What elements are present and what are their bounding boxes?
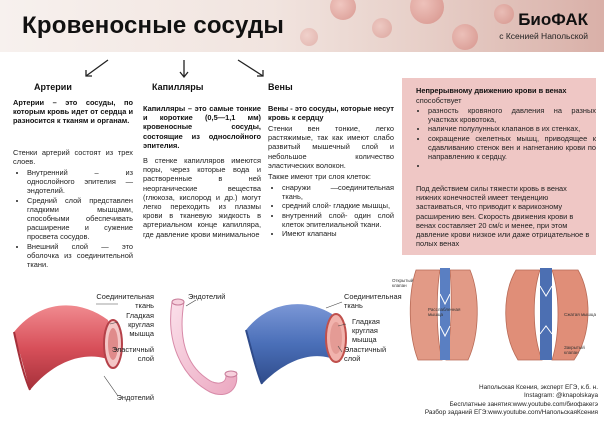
veins-layers-intro: Также имеют три слоя клеток: [268, 172, 371, 181]
credit-line: Разбор заданий ЕГЭ:www.youtube.com/НапольскаяКсения [424, 408, 598, 416]
label-elastic-layer: Эластичный слой [111, 345, 154, 363]
list-item: • Внешний слой — это оболочка из соединительной ткани. [27, 242, 133, 270]
list-item: • снаружи —соединительная ткань, [282, 183, 394, 201]
list-item: • разность кровяного давления на разных участках кровотока, [428, 106, 596, 124]
list-item: • внутренний слой- один слой клеток эпителиальной ткани. [282, 211, 394, 229]
page-title: Кровеносные сосуды [22, 12, 285, 39]
author-credits [408, 384, 598, 417]
credit-line: Бесплатные занятия:www.youtube.com/биофакегэ [449, 400, 598, 408]
label-connective-tissue-vein: Соединительная ткань [344, 292, 402, 310]
label-smooth-muscle-vein: Гладкая круглая мышца [352, 317, 380, 344]
pink-box-body: Под действием силы тяжести кровь в венах нижних конечностей имеет тенденцию застаиваться, что приводит к варикозному расширению вен. Скорость движения крови в венах составляет 20 см/с и менее, при этом давление крови низкое или даже отрицательное в полых венах [416, 184, 590, 249]
blood-cell-decoration [494, 4, 514, 24]
list-item: • сокращение скелетных мышц, приводящее к сдавливанию стенок вен и нагнетанию крови по направлению к сердцу. [428, 134, 596, 162]
list-item: • средний слой- гладкие мышцы, [282, 201, 394, 210]
list-item: • Имеют клапаны [282, 229, 394, 238]
label-endothelium-artery: Эндотелий [116, 393, 154, 402]
list-item: • Средний слой представлен гладкими мышцами, способными обеспечивать расширение и сужение просвета сосудов. [27, 196, 133, 242]
capillaries-body: В стенке капилляров имеются поры, через которые вода и растворенные в ней неорганические вещества (глюкоза, кислород и др.) могут легко переходить из плазмы крови в тканевую жидкость в артериальном конце капилляра, где давление крови минимальное [143, 156, 261, 239]
arteries-walls-intro: Стенки артерий состоят из трех слоев. [13, 148, 133, 167]
list-item [428, 161, 596, 170]
branch-arrows [78, 58, 282, 82]
vein-drawing [246, 302, 346, 384]
label-smooth-muscle: Гладкая круглая мышца [126, 311, 154, 338]
capillary-drawing [171, 299, 237, 395]
capillaries-heading: Капилляры [152, 82, 204, 92]
arteries-definition: Артерии – это сосуды, по которым кровь идет от сердца и разносится к тканям и органам. [13, 98, 133, 126]
label-endothelium-capillary: Эндотелий [188, 292, 226, 301]
label-closed-valve: Закрытый клапан [564, 345, 585, 355]
pink-box-title: Непрерывному движению крови в венах [416, 86, 567, 95]
brand-name: БиоФАК [518, 10, 588, 29]
arteries-layers-list [13, 168, 133, 269]
veins-layers-list [268, 183, 394, 238]
brand-subtitle: с Ксенией Напольской [499, 31, 588, 41]
label-muscle-contracted: Сжатая мышца [564, 312, 596, 317]
list-item: • Внутренний – из однослойного эпителия — эндотелий. [27, 168, 133, 196]
blood-cell-decoration [372, 18, 392, 38]
label-open-valve: Открытый клапан [392, 278, 414, 288]
veins-heading: Вены [268, 82, 293, 92]
veins-body: Стенки вен тонкие, легко растяжимые, так как имеют слабо развитый мышечный слой и небольшое количество эластических волокон. [268, 124, 394, 170]
pink-box-subtitle: способствует [416, 96, 462, 105]
list-item: • наличие полулунных клапанов в их стенках, [428, 124, 596, 133]
blood-cell-decoration [452, 24, 478, 50]
blood-cell-decoration [330, 0, 356, 20]
vessel-cross-section-diagram [0, 280, 400, 427]
arteries-heading: Артерии [34, 82, 72, 92]
blood-cell-decoration [410, 0, 444, 24]
label-muscle-relaxed: Расслабленная мышца [428, 307, 461, 317]
pink-box-list [416, 106, 596, 170]
capillaries-definition: Капилляры – это самые тонкие и короткие (0,5—1,1 мм) кровеносные сосуды, состоящие из однослойного эпителия. [143, 104, 261, 150]
label-elastic-layer-vein: Эластичный слой [344, 345, 387, 363]
credit-line: Instagram: @knapolskaya [524, 392, 598, 400]
label-connective-tissue: Соединительная ткань [96, 292, 154, 310]
blood-cell-decoration [300, 28, 318, 46]
credit-line: Напольская Ксения, эксперт ЕГЭ, к.б. н. [478, 384, 598, 391]
veins-definition: Вены - это сосуды, которые несут кровь к сердцу [268, 104, 394, 123]
